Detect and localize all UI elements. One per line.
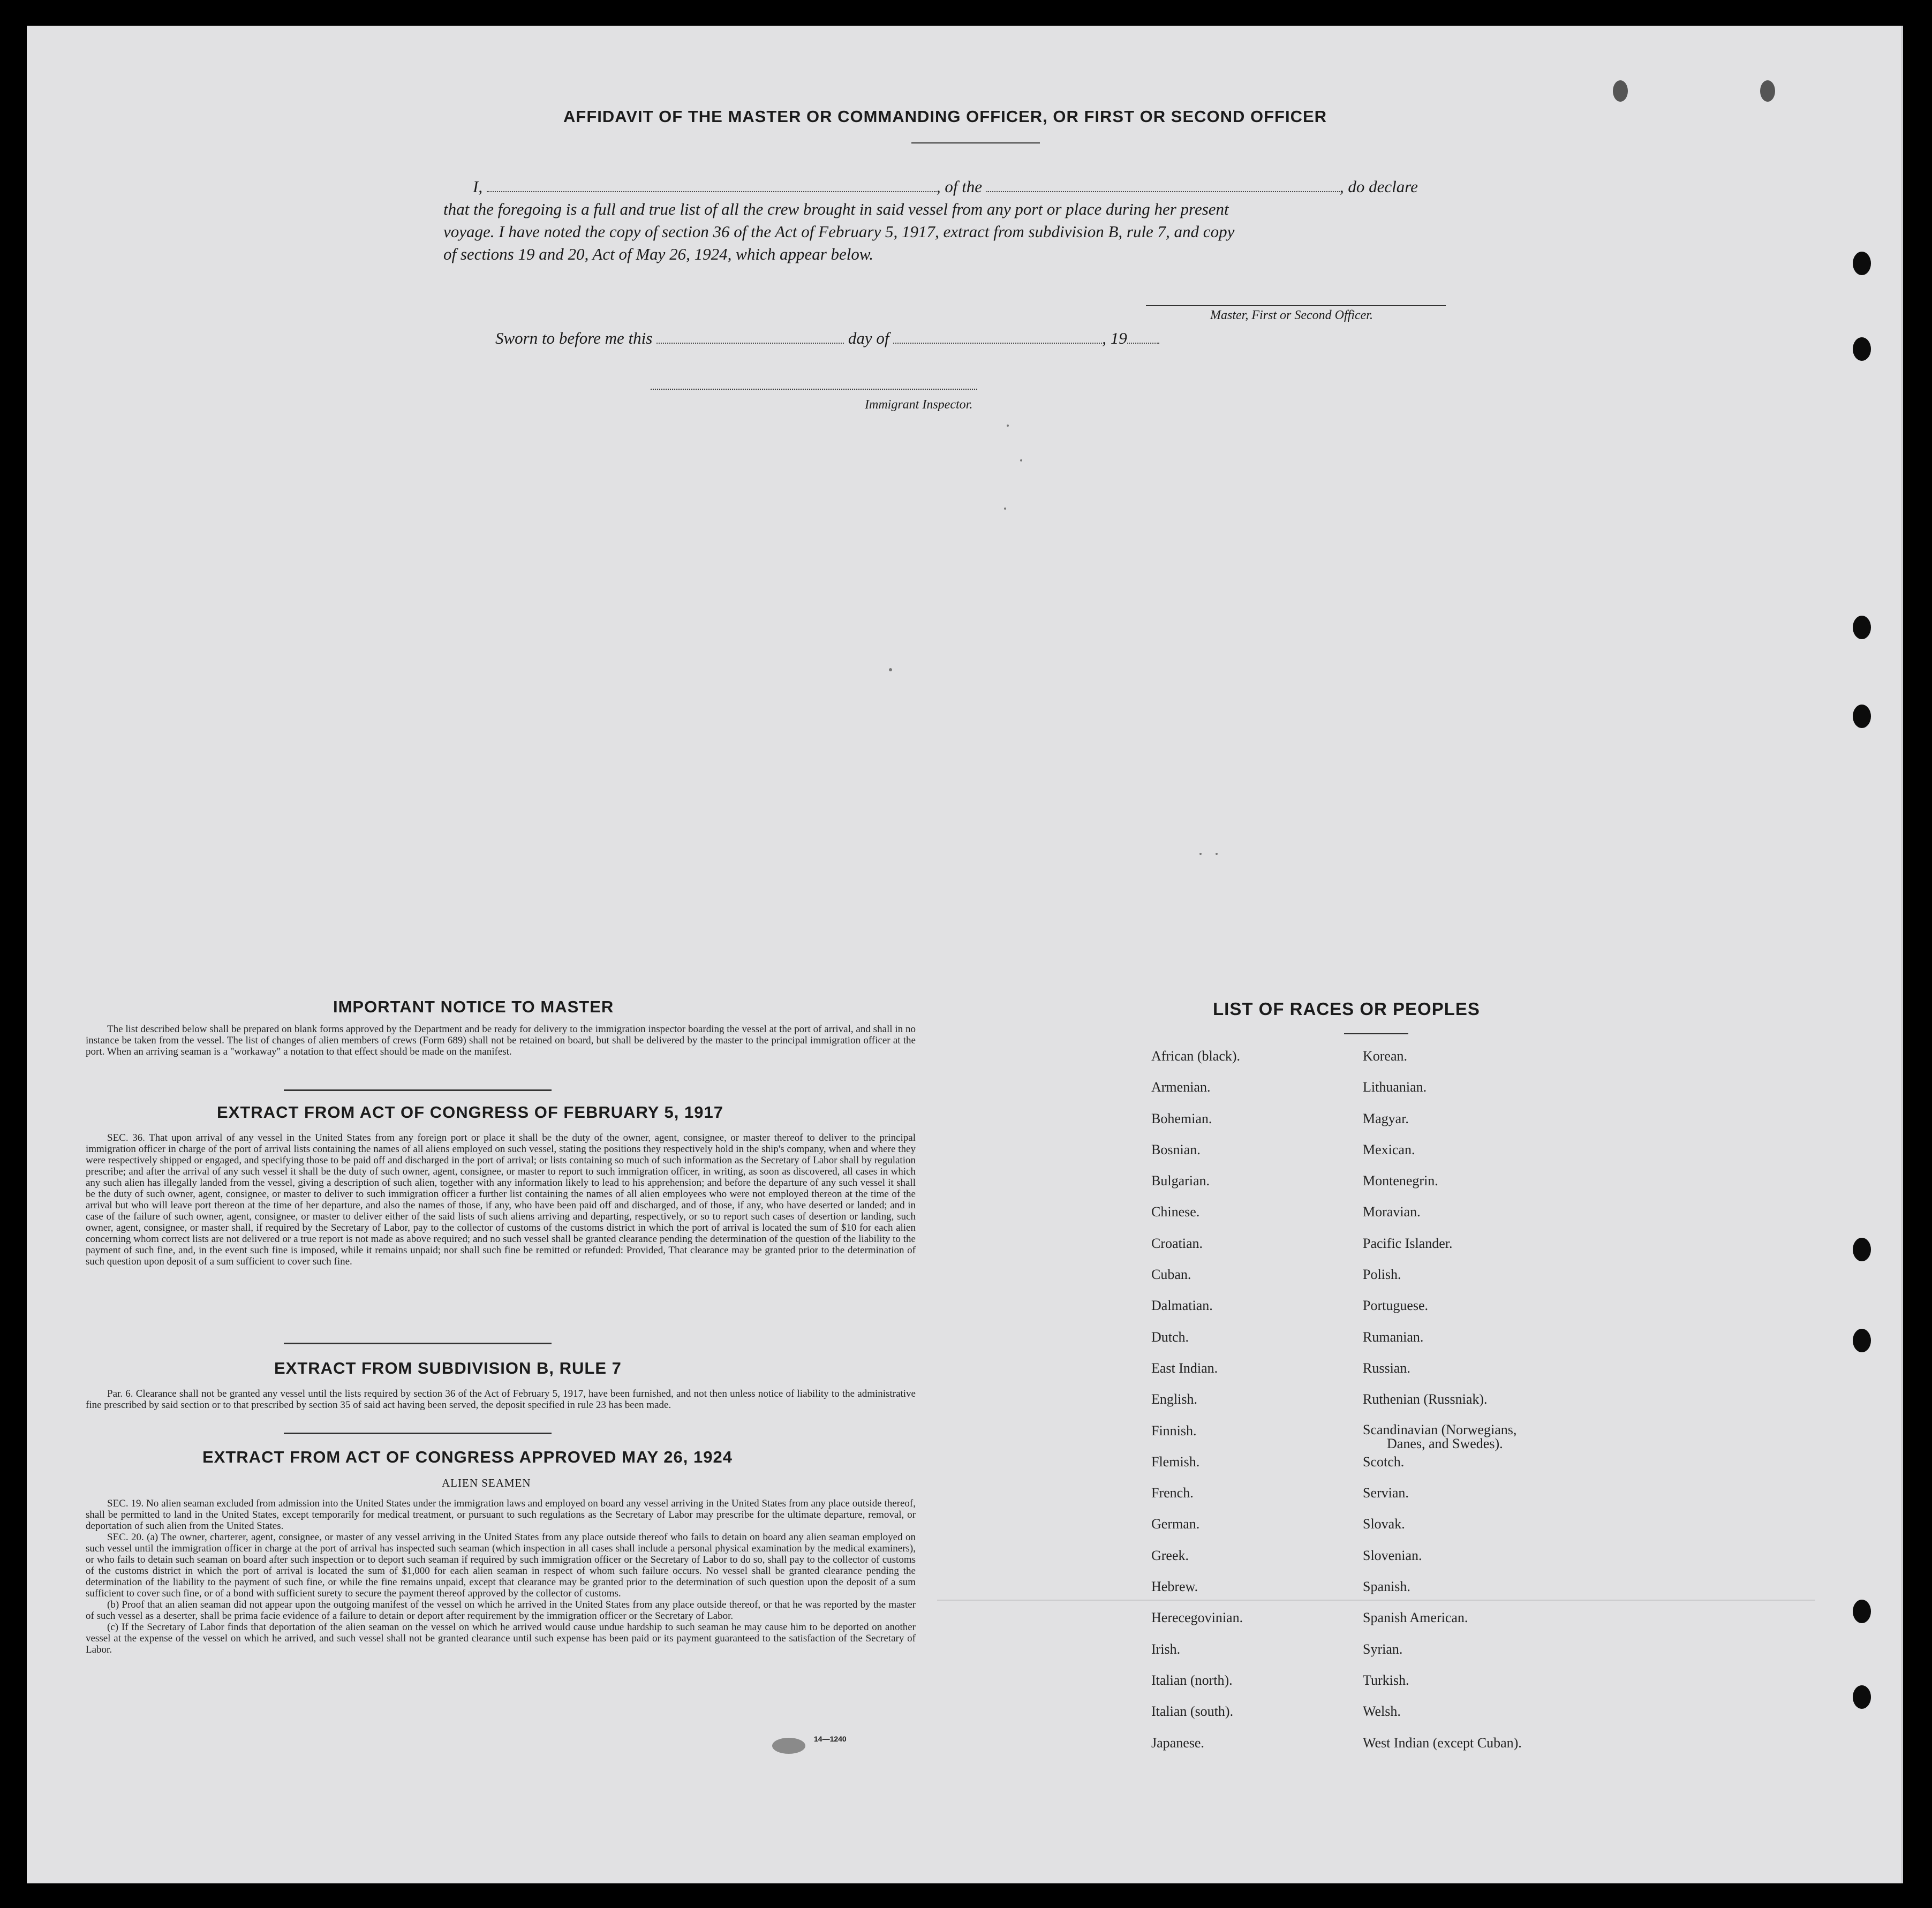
- race-item: [1363, 1423, 1663, 1454]
- form-number: 14—1240: [814, 1735, 847, 1743]
- races-divider: [1344, 1033, 1408, 1034]
- race-item: Chinese.: [1151, 1204, 1200, 1220]
- race-item: Russian.: [1363, 1360, 1410, 1376]
- punch-hole: [1853, 1329, 1871, 1352]
- sec-19-paragraph: SEC. 19. No alien seaman excluded from admission into the United States under the immigration laws and employed on board any vessel arriving in the United States from any place outside thereof, shall be permitted to land in the United States, except temporarily for medical treatment, or pursuant to such regulations as the Secretary of Labor may prescribe for the ultimate departure, removal, or deportation of such alien from the United States.: [86, 1498, 916, 1532]
- race-item: Hebrew.: [1151, 1579, 1198, 1595]
- race-item: Irish.: [1151, 1641, 1181, 1657]
- race-item: Ruthenian (Russniak).: [1363, 1391, 1488, 1407]
- races-right-column: [1363, 1048, 1663, 1766]
- race-item: Flemish.: [1151, 1453, 1200, 1470]
- extract-1917-body: [86, 1132, 916, 1267]
- affidavit-declaration: [443, 176, 1514, 266]
- race-item: Pacific Islander.: [1363, 1235, 1453, 1251]
- race-item: Herecegovinian.: [1151, 1610, 1243, 1626]
- extract-1917-title: EXTRACT FROM ACT OF CONGRESS OF FEBRUARY 5, 1917: [217, 1103, 723, 1122]
- notice-paragraph: The list described below shall be prepared on blank forms approved by the Department and be ready for delivery to the immigration inspector boarding the vessel at the port of arrival, and shall in no instance be taken from the vessel. The list of changes of alien members of crews (Form 689) shall not be retained on board, but shall be delivered by the master to the principal immigration officer at the port. When an arriving seaman is a "workaway" a notation to that effect should be made on the manifest.: [86, 1024, 916, 1057]
- race-item: French.: [1151, 1485, 1194, 1501]
- officer-name-blank[interactable]: [487, 189, 937, 192]
- race-item: Portuguese.: [1363, 1298, 1429, 1314]
- race-item: Japanese.: [1151, 1735, 1204, 1751]
- race-item: English.: [1151, 1391, 1197, 1407]
- master-signature-caption: Master, First or Second Officer.: [1210, 308, 1373, 322]
- punch-hole: [1853, 1685, 1871, 1709]
- punch-hole: [1760, 80, 1775, 102]
- of-the-label: , of the: [936, 177, 983, 196]
- race-item: Syrian.: [1363, 1641, 1403, 1657]
- speck: [1007, 425, 1009, 427]
- race-item: Slovak.: [1363, 1516, 1405, 1532]
- race-item: Italian (south).: [1151, 1703, 1234, 1720]
- race-item: German.: [1151, 1516, 1200, 1532]
- punch-hole: [1853, 252, 1871, 275]
- race-item: Cuban.: [1151, 1267, 1191, 1283]
- race-item-continuation: Danes, and Swedes).: [1387, 1435, 1503, 1451]
- speck: [1216, 853, 1218, 855]
- punch-hole: [1853, 337, 1871, 361]
- race-item: Bosnian.: [1151, 1141, 1201, 1157]
- race-item: Moravian.: [1363, 1204, 1421, 1220]
- inspector-signature-line[interactable]: [651, 389, 977, 390]
- races-title: LIST OF RACES OR PEOPLES: [1213, 999, 1480, 1019]
- race-item: African (black).: [1151, 1048, 1241, 1064]
- extract-1917-paragraph: SEC. 36. That upon arrival of any vessel in the United States from any foreign port or place it shall be the duty of the owner, agent, consignee, or master thereof to deliver to the principal immigration officer in charge of the port of arrival lists containing the names of all aliens employed on such vessel, stating the positions they respectively hold in the ship's company, when and where they were respectively shipped or engaged, and specifying those to be paid off and discharged in the port of arrival; or lists containing so much of such information as the Secretary of Labor shall by regulation prescribe; and after the arrival of any such vessel it shall be the duty of such owner, agent, consignee, or master to report to such immigration officer, in writing, as soon as discovered, all cases in which any such alien has illegally landed from the vessel, giving a description of such alien, together with any information likely to lead to his apprehension; and before the departure of any such vessel it shall be the duty of such owner, agent, consignee, or master to deliver to such immigration officer a further list containing the names of all alien employees who were not employed thereon at the time of the arrival but who will leave port thereon at the time of her departure, and also the names of those, if any, who have been paid off and discharged, and of those, if any, who have deserted or landed; and in case of the failure of such owner, agent, consignee, or master to deliver either of the said lists of such aliens arriving and departing, respectively, or so to report such cases of desertion or landing, such owner, agent, consignee, or master shall, if required by the Secretary of Labor, pay to the collector of customs of the customs district in which the port of arrival is located the sum of $10 for each alien concerning whom correct lists are not delivered or a true report is not made as above required; and no such vessel shall be granted clearance pending the determination of the question of the liability to the payment of such fine, and, in the event such fine is imposed, while it remains unpaid; nor shall such fine be remitted or refunded: Provided, That clearance may be granted prior to the determination of such question upon deposit of a sum sufficient to cover such fine.: [86, 1132, 916, 1267]
- race-item: Dutch.: [1151, 1329, 1189, 1345]
- punch-hole: [1613, 80, 1628, 102]
- sec-20c-paragraph: (c) If the Secretary of Labor finds that deportation of the alien seaman on the vessel on which he arrived would cause undue hardship to such seaman he may cause him to be deported on another vessel at the expense of the vessel on which he arrived, and such vessel shall not be granted clearance until such expense has been paid or its payment guaranteed to the satisfaction of the Secretary of Labor.: [86, 1622, 916, 1655]
- race-item: Armenian.: [1151, 1079, 1211, 1095]
- extract-rule7-paragraph: Par. 6. Clearance shall not be granted any vessel until the lists required by section 36 of the Act of February 5, 1917, have been furnished, and not then unless notice of liability to the administrative fine prescribed by said section or to that prescribed by section 35 of said act having been served, the deposit specified in rule 23 has been made.: [86, 1388, 916, 1411]
- document-sheet: [27, 26, 1903, 1883]
- extract-1917-divider: [284, 1343, 552, 1344]
- sworn-year-blank[interactable]: [1127, 340, 1159, 344]
- race-item: Servian.: [1363, 1485, 1409, 1501]
- race-item: Finnish.: [1151, 1422, 1197, 1438]
- race-item: Bohemian.: [1151, 1110, 1212, 1126]
- punch-hole: [1853, 1600, 1871, 1623]
- race-item: Welsh.: [1363, 1703, 1401, 1720]
- vessel-name-blank[interactable]: [986, 189, 1340, 192]
- race-item: Dalmatian.: [1151, 1298, 1213, 1314]
- punch-hole: [1853, 705, 1871, 728]
- punch-hole: [1853, 616, 1871, 639]
- extract-rule7-divider: [284, 1433, 552, 1434]
- races-left-column: [1151, 1048, 1344, 1766]
- sworn-line: [495, 329, 1159, 348]
- race-item: Greek.: [1151, 1547, 1189, 1563]
- punch-hole: [1853, 1238, 1871, 1261]
- race-item: Montenegrin.: [1363, 1173, 1438, 1189]
- race-item: Polish.: [1363, 1267, 1401, 1283]
- extract-rule7-body: [86, 1388, 916, 1411]
- race-item: East Indian.: [1151, 1360, 1218, 1376]
- speck: [1004, 508, 1006, 510]
- race-item: Spanish.: [1363, 1579, 1410, 1595]
- extract-1924-subtitle: ALIEN SEAMEN: [442, 1477, 531, 1489]
- race-item: Magyar.: [1363, 1110, 1409, 1126]
- extract-1924-body: [86, 1498, 916, 1655]
- declaration-line-3: voyage. I have noted the copy of section 36 of the Act of February 5, 1917, extract from subdivision B, rule 7, and copy: [443, 222, 1235, 241]
- affidavit-title: AFFIDAVIT OF THE MASTER OR COMMANDING OFFICER, OR FIRST OR SECOND OFFICER: [563, 107, 1327, 126]
- notice-body: [86, 1024, 916, 1057]
- sworn-day-blank[interactable]: [656, 340, 844, 344]
- ink-blot: [772, 1738, 805, 1754]
- sworn-month-blank[interactable]: [893, 340, 1102, 344]
- master-signature-line[interactable]: [1146, 305, 1446, 306]
- race-item: Rumanian.: [1363, 1329, 1424, 1345]
- notice-title: IMPORTANT NOTICE TO MASTER: [333, 997, 614, 1016]
- race-item: Italian (north).: [1151, 1672, 1233, 1688]
- race-item: Bulgarian.: [1151, 1173, 1210, 1189]
- sec-20b-paragraph: (b) Proof that an alien seaman did not appear upon the outgoing manifest of the vessel on which he arrived in the United States from any place outside thereof, or that he was reported by the master of such vessel as a deserter, shall be prima facie evidence of a failure to detain or deport after requirement by the immigration officer or the Secretary of Labor.: [86, 1599, 916, 1622]
- year-prefix-label: , 19: [1102, 329, 1127, 347]
- race-item: Spanish American.: [1363, 1610, 1468, 1626]
- speck: [1020, 459, 1022, 461]
- day-of-label: day of: [848, 329, 889, 347]
- i-label: I,: [473, 177, 483, 196]
- race-item: Slovenian.: [1363, 1547, 1422, 1563]
- affidavit-title-rule: [911, 142, 1040, 143]
- notice-divider: [284, 1089, 552, 1091]
- race-item: Korean.: [1363, 1048, 1408, 1064]
- inspector-caption: Immigrant Inspector.: [865, 398, 973, 412]
- sec-20a-paragraph: SEC. 20. (a) The owner, charterer, agent, consignee, or master of any vessel arriving in the United States from any place outside thereof who fails to detain on board any alien seaman employed on such vessel until the immigration officer in charge at the port of arrival has inspected such seaman (which inspection in all cases shall include a personal physical examination by the medical examiners), or who fails to detain such seaman on board after such inspection or to deport such seaman if required by such immigration officer or the Secretary of Labor to do so, shall pay to the collector of customs of the customs district in which the port of arrival is located the sum of $1,000 for each alien seaman in respect of whom such failure occurs. No vessel shall be granted clearance pending the determination of the liability to the payment of such fine, or while the fine remains unpaid, except that clearance may be granted prior to the determination of such question upon the deposit of a sum sufficient to cover such fine, or of a bond with sufficient surety to secure the payment thereof approved by the collector of customs.: [86, 1532, 916, 1599]
- declaration-line-4: of sections 19 and 20, Act of May 26, 1924, which appear below.: [443, 245, 874, 263]
- declaration-line-2: that the foregoing is a full and true list of all the crew brought in said vessel from any port or place during her present: [443, 200, 1229, 218]
- race-item-text: Scandinavian (Norwegians,: [1363, 1421, 1517, 1437]
- declaration-line-1: [443, 176, 1514, 198]
- extract-1924-title: EXTRACT FROM ACT OF CONGRESS APPROVED MAY 26, 1924: [202, 1448, 733, 1466]
- extract-rule7-title: EXTRACT FROM SUBDIVISION B, RULE 7: [274, 1359, 622, 1377]
- speck: [1199, 853, 1202, 855]
- sworn-label: Sworn to before me this: [495, 329, 653, 347]
- race-item: Scotch.: [1363, 1453, 1405, 1470]
- race-item: Lithuanian.: [1363, 1079, 1427, 1095]
- fold-line: [937, 1600, 1815, 1601]
- do-declare-label: , do declare: [1339, 177, 1418, 196]
- race-item: West Indian (except Cuban).: [1363, 1735, 1522, 1751]
- race-item: Mexican.: [1363, 1141, 1415, 1157]
- race-item: Turkish.: [1363, 1672, 1409, 1688]
- speck: [889, 668, 892, 671]
- race-item: Croatian.: [1151, 1235, 1203, 1251]
